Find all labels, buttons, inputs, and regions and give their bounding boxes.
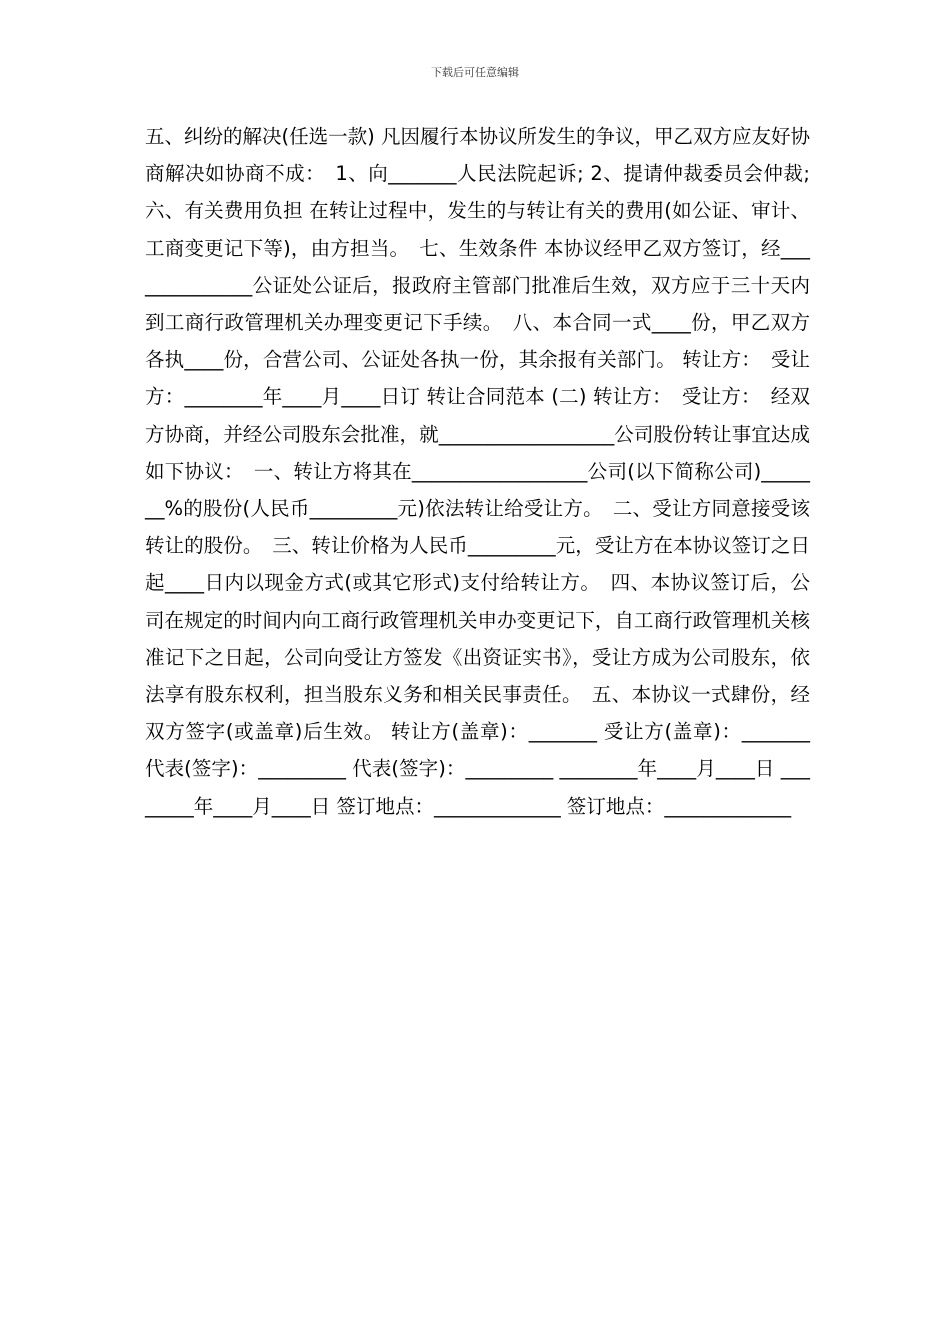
contract-body-text: 五、纠纷的解决(任选一款) 凡因履行本协议所发生的争议，甲乙双方应友好协商解决如协商不成： 1、向_______人民法院起诉; 2、提请仲裁委员会仲裁; 六、有关费用负担 在转让过程中，发生的与转让有关的费用(如公证、审计、工商变更记下等)，由方担当。 七、生效条件 本协议经甲乙双方签订，经______________公证处公证后，报政府主管部门批准后生效，双方应于三十天内到工商行政管理机关办理变更记下手续。 八、本合同一式____份，甲乙双方各执____份，合营公司、公证处各执一份，其余报有关部门。 转让方： 受让方：________年____月____日订 转让合同范本 (二) 转让方： 受让方： 经双方协商，并经公司股东会批准，就__________________公司股份转让事宜达成如下协议： 一、转让方将其在__________________公司(以下简称公司)_______%的股份(人民币_________元)依法转让给受让方。 二、受让方同意接受该转让的股份。 三、转让价格为人民币_________元，受让方在本协议签订之日起____日内以现金方式(或其它形式)支付给转让方。 四、本协议签订后，公司在规定的时间内向工商行政管理机关申办变更记下，自工商行政管理机关核准记下之日起，公司向受让方签发《出资证实书》，受让方成为公司股东，依法享有股东权利，担当股东义务和相关民事责任。 五、本协议一式肆份，经双方签字(或盖章)后生效。 转让方(盖章)：_______ 受让方(盖章)：_______ 代表(签字)：_________ 代表(签字)：_________ ________年____月____日 ________年____月____日 签订地点：_____________ 签订地点：_____________ [145,125,810,818]
page-header-note: 下载后可任意编辑 [431,66,519,79]
